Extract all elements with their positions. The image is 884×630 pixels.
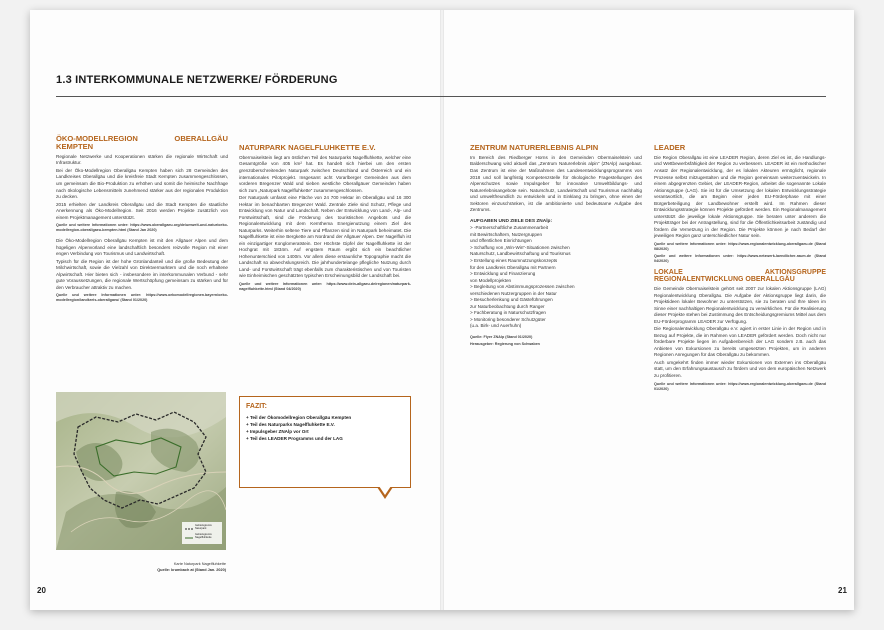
list-item: > Monitoring besonderer Schutzgüter <box>470 316 546 322</box>
map-legend-boundary-chain: Gebietsgrenze Nagelfluhkette <box>195 533 212 539</box>
paragraph: Typisch für die Region ist der hohe Grünlandanteil und die große Bedeutung der Milchwirtschaft, sowie die Vielzahl von Direktvermarktern und die noch erhaltene Alpwirtschaft. Hier bieten sich - insbesondere im interkommunalen Verbund - sehr gute Voraussetzungen, die regionale Wertschöpfung gemeinsam zu stärken und für den Verbraucher attraktiv zu machen. <box>56 258 228 290</box>
page-gutter <box>440 10 444 610</box>
column-oeko-modellregion <box>56 135 228 308</box>
paragraph: Bei der Öko-Modellregion Oberallgäu Kempten haben sich 28 Gemeinden des Landkreises Oberallgäu und die kreisfreie Stadt Kempten zusammengeschlossen, um gemeinsam die Bio-Produktion zu erhöhen und somit die heimische Nachfrage nach ökologische Lebensmitteln zunehmend stärker aus der regionalen Produktion zu decken. <box>56 167 228 200</box>
column-leader <box>654 135 826 396</box>
list-item: > Besucherlenkung und Gästeführungen <box>470 297 553 303</box>
paragraph: Die Gemeinde Obermaiselstein gehört seit 2007 zur lokalen Aktionsgruppe (LAG) Regionalentwicklung Oberallgäu. Die Aufgabe der Aktionsgruppe liegt darin, die Projektideen lokaler Bewohner zu unterstützen, sie zu beraten und Ihre Ideen im Sinne einer nachhaltigen Regionalentwicklung zu verwirklichen. Für die Realisierung dieser Projekte stehen bei Zustimmung des Entscheidungsgremiums Mittel aus dem EU-Förderprogramm LEADER zur Verfügung. <box>654 286 826 324</box>
list-item: Naturschutz, Landbewirtschaftung und Tourismus <box>470 251 571 257</box>
source-note: Quelle: Flyer ZNAlp (Stand 01/2020) <box>470 334 533 339</box>
list-item: von Modellprojekten <box>470 277 512 283</box>
heading-oeko-modellregion: ÖKO-MODELLREGION OBERALLGÄU KEMPTEN <box>56 134 228 151</box>
list-item: > Entwicklung und Finanzierung <box>470 271 536 277</box>
heading-lokale-aktionsgruppe: LOKALE AKTIONSGRUPPE REGIONALENTWICKLUNG OBERALLGÄU <box>654 268 826 283</box>
column-znalp <box>470 135 642 352</box>
fazit-item: + Teil des LEADER Programms und der LAG <box>246 436 343 442</box>
heading-leader: LEADER <box>654 143 686 152</box>
source-note: Quelle und weitere Informationen unter: https://www.oekomodellregionen.bayern/oeko-modellregion/landkreis-oberallgaeu/ (Stand 01/2020) <box>56 293 228 303</box>
heading-naturpark: NATURPARK NAGELFLUHKETTE E.V. <box>239 143 376 152</box>
list-item: und öffentlichen Einrichtungen <box>470 238 532 244</box>
source-note: Quelle und weitere Informationen unter: https://www.regionalentwicklung-oberallgaeu.de (Stand 08/2020) <box>654 241 826 251</box>
source-note: Quelle und weitere Informationen unter: https://www.regionalentwicklung-oberallgaeu.de (Stand 01/2020) <box>654 381 826 391</box>
paragraph: Die Region Oberallgäu ist eine LEADER Region, deren Ziel es ist, die Handlungs- und Wettbewerbsfähigkeit der Region zu verbessern. LEADER ist ein methodischer Ansatz der Regionalentwicklung, der es lokalen Akteuren ermöglicht, regionale Prozesse selbst mitzugestalten und die Region gemeinsam weiterzuentwickeln. In einem abgegrenzten Gebiet, der LEADER-Region, arbeitet die sogenannte Lokale Aktionsgruppe (LAG). Sie ist für die Umsetzung der lokalen Entwicklungsstrategie verantwortlich, die am Beginn einer jeden EU-Förderphase mit einer Bürgerbeteiligung der Landbewohner erstellt wird. Im Rahmen dieser Entwicklungsstrategie können Projekte gefördert werden. Ein Regionalmanagement unterstützt die jeweilige lokale Aktionsgruppe. Sie beraten unter anderem die Projektträger bei der Antragstellung, sind für die Öffentlichkeitsarbeit zuständig und fördern die Vernetzung in der Region. Die Projekte können je nach Bedarf der jeweiligen Region ganz unterschiedlicher Natur sein. <box>654 154 826 239</box>
fazit-item: + Impulsgeber ZNAlp vor Ort <box>246 429 309 435</box>
fazit-title: FAZIT: <box>246 403 267 410</box>
source-note: Quelle und weitere Informationen unter: https://www.netzwerk-laendlicher-raum.de (Stand 04/2020) <box>654 253 826 263</box>
fazit-box <box>239 396 411 488</box>
page-number-right: 21 <box>838 586 847 595</box>
fazit-item: + Teil des Naturparks Nagelfluhkette E.V. <box>246 422 335 428</box>
map-caption <box>56 562 226 573</box>
paragraph: Die Regionalentwicklung Oberallgäu e.V. agiert in erster Linie in der Region und in Bezug auf Projekte, die im Rahmen von LEADER gefördert werden. Doch nicht nur förderbare Projekte liegen im Aufgabenbereich der LAG sondern z.B. auch das Anbieten von Exkursionen zu bereits umgesetzten Projekten, um in anderen Regionen Anregungen für das Oberallgäu zu bekommen. <box>654 326 826 358</box>
list-item: verschiedenen Nutzergruppen in der Natur <box>470 290 557 296</box>
title-rule <box>56 96 826 97</box>
paragraph: Der Naturpark umfasst eine Fläche von 24 700 Hektar im Oberallgäu und 16 300 Hektar im benachbarten Bregenzer Wald. Zentrale Ziele sind Schutz, Pflege und Entwicklung von Natur und Landschaft. Neben der Entwicklung von Land-, Alp- und Forstwirtschaft, sind die Förderung des touristischen Angebots und die Regionalentwicklung mit dem Kernthema Energienutzung einem Ziel des Naturparks. Weiterhin seltene Tiere und Pflanzen sind im Naturpark beheimatet. Die Nagelfluhkette ist eine Bergkette am Nordrand der Allgäuer Alpen. Der Nagelfluh ist ein einzigartiger Konglomeratstein. Der Höchste Gipfel der Nagelfluhkette ist der Hochgrat mit 1834m. Auf engstem Raum ergibt sich ein beachtlicher Höhenunterschied von 1400m. Vor allem diese erstaunliche Topographie macht die Landschaft so abwechslungsreich. Die jahrhundertelange pflegliche Nutzung durch Land- und Forstwirtschaft trägt ebenfalls zum charakteristischen und von Touristen wie Einheimischen geschätzten typischen Erscheinungsbild der Landschaft bei. <box>239 195 411 279</box>
fazit-item: + Teil der Ökomodellregion Oberallgäu Kempten <box>246 415 352 420</box>
list-item: zur Naturbeobachtung durch Ranger <box>470 303 545 309</box>
list-item: > -Partnerschaftliche Zusammenarbeit <box>470 225 548 231</box>
list-item: (u.a. Birk- und Auerhuhn) <box>470 323 522 329</box>
list-item: > Schaffung von „Win-Win“-Situationen zwischen <box>470 244 570 250</box>
source-note: Quelle und weitere Informationen unter: https://www.oberallgaeu.org/de/umwelt-und-natur/oeko-modellregion-oberallgaeu-kempten.html (Stand Jan 2020) <box>56 223 228 233</box>
paragraph: Im Bereich des Riedberger Horns in den Gemeinden Obermaiselstein und Balderschwang wird aktuell das „Zentrum Naturerlebnis alpin“ (ZNAlp) ausgebaut. Das Zentrum ist eine der Maßnahmen des Landesentwicklungsprogramms von 2018 und soll langfristig Kompetenzstelle für ökologische Fragestellungen des Alpenschutzes sowie Impulsgeber für innovative Umweltbildungs- und Naturerlebnisangebote sein. Naturschutz, Landwirtschaft und Tourismus nachhaltig und umweltfreundlich zu entwickeln und in Einklang zu bringen, ohne einen der Sektoren einzuschränken, ist die ambitionierte und bedeutsame Aufgabe des Zentrums. <box>470 154 642 213</box>
map-legend-boundary-park: Gebietsgrenze Naturpark <box>195 524 212 530</box>
paragraph: 2015 erhielten der Landkreis Oberallgäu und die Stadt Kempten die staatliche Anerkennung als Öko-Modellregion. Seit 2016 werden Projekte zusätzlich von einem Projektmanagement unterstützt. <box>56 201 228 220</box>
fazit-speech-tail-inner <box>379 486 391 495</box>
paragraph: Obermaiselstein liegt am östlichen Teil des Naturparks Nagelfluhkette, welcher eine Gesamtgröße von 405 km² hat. Es handelt sich hierbei um den ersten grenzüberschreitenden Naturpark zwischen Deutschland und Österreich und ein internationales Pilotprojekt. Insgesamt acht Vorarlberger Gemeinden aus dem vorderen Bregenzer Wald und sieben westliche Oberallgäuer Gemeinden haben sich zum „Naturpark Nagelfluhkette“ zusammengeschlossen. <box>239 154 411 193</box>
list-item: > Erstellung eines Raumnutzungskonzepts <box>470 257 558 263</box>
naturpark-map-image <box>56 392 226 550</box>
map-caption-source: Quelle: krumbach at (Stand Jan. 2020) <box>157 567 226 572</box>
subheading-aufgaben: AUFGABEN UND ZIELE DES ZNAlp: <box>470 218 553 224</box>
column-naturpark <box>239 135 411 297</box>
page-number-left: 20 <box>37 586 46 595</box>
source-note: Quelle und weitere Informationen unter: https://www.dein-allgaeu.de/regionen/naturpark-nagelfluhkette.html (Stand 04/2020) <box>239 281 411 291</box>
section-title: 1.3 INTERKOMMUNALE NETZWERKE/ FÖRDERUNG <box>56 74 338 86</box>
list-item: > Fachberatung in Naturschutzfragen <box>470 310 546 316</box>
list-item: mit Bewirtschaftern, Nutzergruppen <box>470 231 542 237</box>
source-note: Herausgeber: Regierung von Schwaben <box>470 341 540 346</box>
map-caption-title: Karte Naturpark Nagelfluhkette <box>173 562 226 566</box>
list-item: > Begleitung von Abstimmungsprozessen zwischen <box>470 284 575 290</box>
paragraph: Die Öko-Modellregion Oberallgäu Kempten ist mit den Allgäuer Alpen und dem hügeligen Alpenvorland eine landschaftlich besonders reizvolle Region mit einer engen Verbindung von Tourismus und Landwirtschaft. <box>56 238 228 257</box>
heading-znalp: ZENTRUM NATURERLEBNIS ALPIN <box>470 143 599 152</box>
paragraph: Regionale Netzwerke und Kooperationen stärken die regionale Wirtschaft und Infrastruktur. <box>56 153 228 166</box>
list-item: für den Landkreis Oberallgäu mit Partnern <box>470 264 556 270</box>
paragraph: Auch umgekehrt finden immer wieder Exkursionen von Externen ins Oberallgäu statt, um den Erfahrungsaustausch zu fördern und von dem europäischen Netzwerk zu profitieren. <box>654 359 826 378</box>
